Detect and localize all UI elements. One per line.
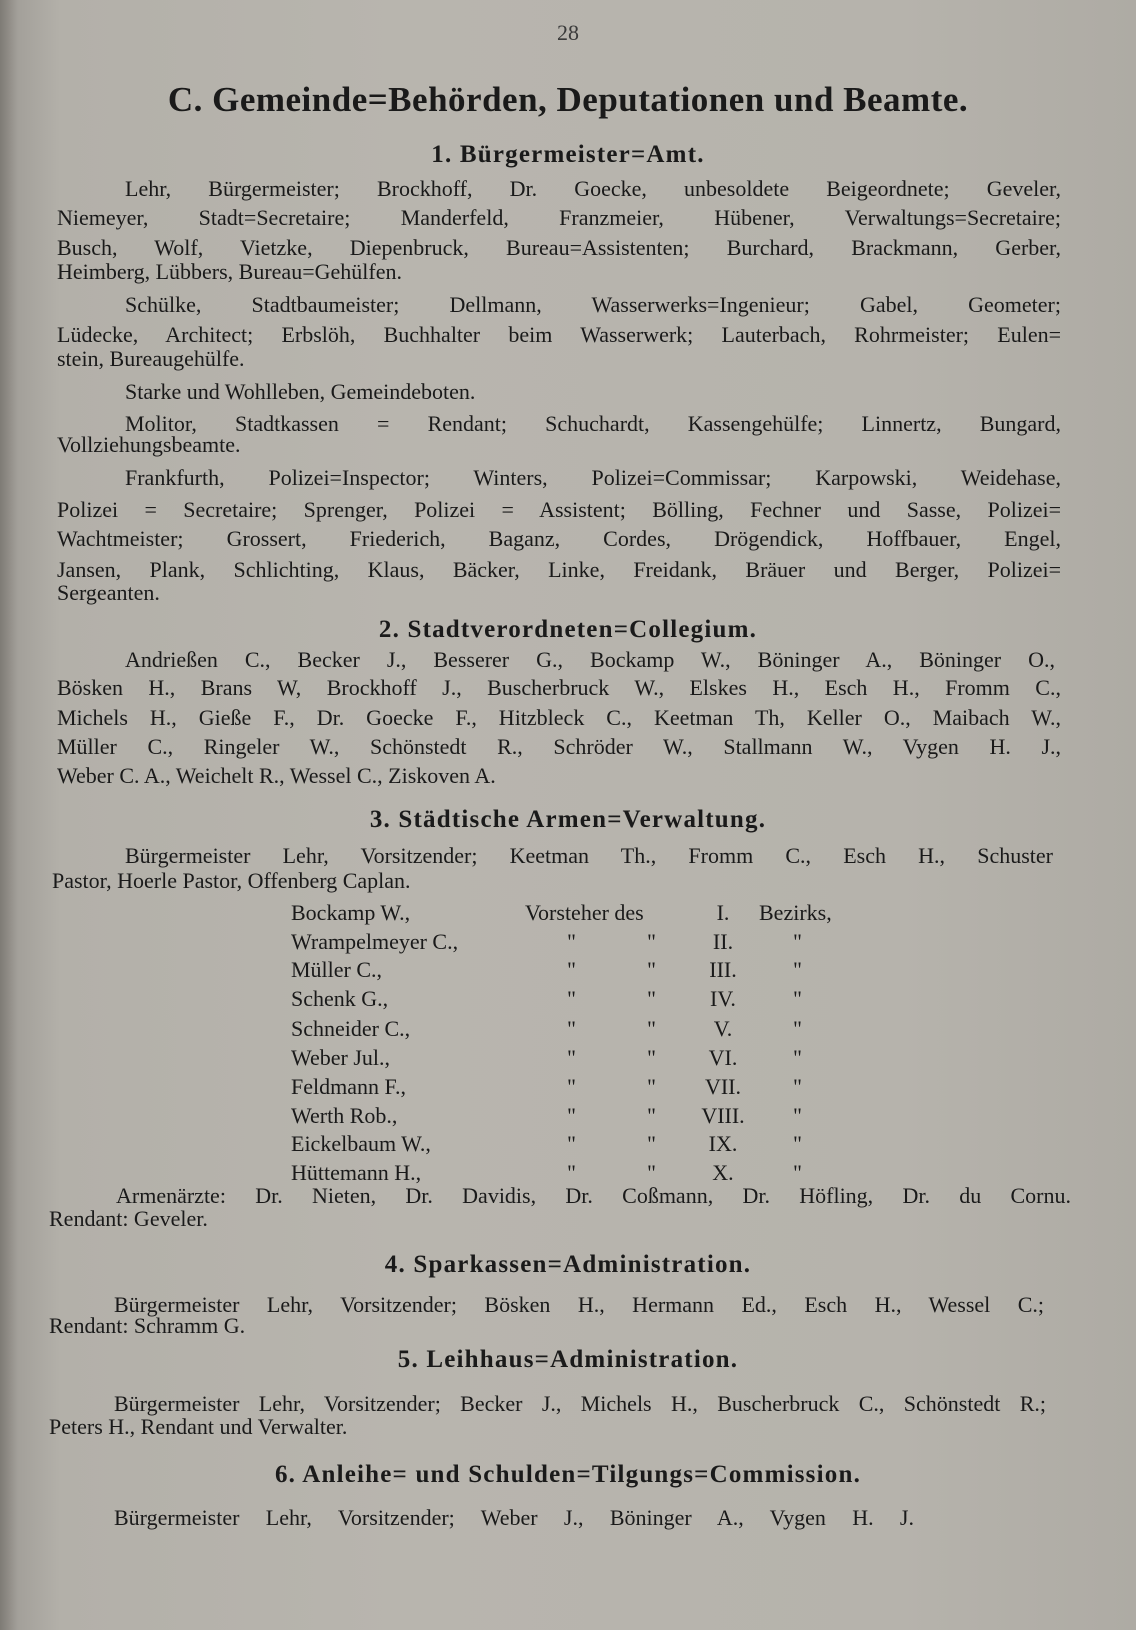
text-line: Pastor, Hoerle Pastor, Offenberg Caplan. [52,868,411,893]
district-number: VI. [708,1045,738,1070]
ditto-mark: " [567,1074,576,1099]
text-line: Frankfurth, Polizei=Inspector; Winters, Polizei=Commissar; Karpowski, Weidehase, [125,465,1061,490]
text-line: Molitor, Stadtkassen = Rendant; Schuchardt, Kassengehülfe; Linnertz, Bungard, [125,411,1061,436]
ditto-mark: " [793,1045,802,1070]
district-head-name: Schenk G., [291,986,389,1011]
ditto-mark: " [647,1074,656,1099]
district-head-name: Eickelbaum W., [291,1131,431,1156]
ditto-mark: " [793,986,802,1011]
district-suffix: Bezirks, [759,900,832,925]
ditto-mark: " [647,1045,656,1070]
section-heading: 2. Stadtverordneten=Collegium. [378,616,758,643]
ditto-mark: " [793,1160,802,1185]
ditto-mark: " [567,1131,576,1156]
text-line: Bürgermeister Lehr, Vorsitzender; Bösken H., Hermann Ed., Esch H., Wessel C.; [114,1292,1044,1317]
district-number: V. [713,1016,733,1041]
district-head-name: Müller C., [291,957,383,982]
ditto-mark: " [647,957,656,982]
section-heading: 1. Bürgermeister=Amt. [431,141,705,168]
ditto-mark: " [647,1131,656,1156]
ditto-mark: " [793,1103,802,1128]
district-row [0,956,1136,984]
ditto-mark: " [567,1103,576,1128]
district-head-name: Weber Jul., [291,1045,391,1070]
district-row [0,1073,1136,1101]
district-head-name: Wrampelmeyer C., [291,929,459,954]
district-number: IV. [710,986,736,1011]
page-number: 28 [557,20,579,45]
ditto-mark: " [793,1074,802,1099]
text-line: Starke und Wohlleben, Gemeindeboten. [125,379,476,404]
text-line: Bösken H., Brans W, Brockhoff J., Buscherbruck W., Elskes H., Esch H., Fromm C., [57,675,1061,700]
district-head-name: Hüttemann H., [291,1160,422,1185]
ditto-mark: " [793,957,802,982]
district-head-name: Bockamp W., [291,900,411,925]
district-number: I. [716,900,730,925]
text-line: stein, Bureaugehülfe. [57,346,245,371]
text-line: Heimberg, Lübbers, Bureau=Gehülfen. [57,259,402,284]
ditto-mark: " [567,986,576,1011]
district-role: Vorsteher des [525,900,644,925]
section-heading: 3. Städtische Armen=Verwaltung. [369,806,767,833]
district-head-name: Schneider C., [291,1016,411,1041]
district-number: VII. [704,1074,742,1099]
ditto-mark: " [793,1131,802,1156]
text-line: Weber C. A., Weichelt R., Wessel C., Ziskoven A. [57,763,496,788]
ditto-mark: " [793,1016,802,1041]
ditto-mark: " [793,929,802,954]
section-heading: 5. Leihhaus=Administration. [397,1346,739,1373]
district-row [0,1015,1136,1043]
text-line: Vollziehungsbeamte. [57,432,241,457]
text-line: Lüdecke, Architect; Erbslöh, Buchhalter beim Wasserwerk; Lauterbach, Rohrmeister; Eulen= [57,322,1061,347]
ditto-mark: " [647,1016,656,1041]
ditto-mark: " [647,986,656,1011]
ditto-mark: " [567,1160,576,1185]
district-number: III. [709,957,737,982]
text-line: Andrießen C., Becker J., Besserer G., Bockamp W., Böninger A., Böninger O., [125,647,1055,672]
district-number: X. [712,1160,734,1185]
text-line: Müller C., Ringeler W., Schönstedt R., Schröder W., Stallmann W., Vygen H. J., [57,734,1061,759]
section-heading: 4. Sparkassen=Administration. [384,1251,752,1278]
district-head-name: Feldmann F., [291,1074,406,1099]
district-row [0,899,1136,927]
text-line: Busch, Wolf, Vietzke, Diepenbruck, Bureau=Assistenten; Burchard, Brackmann, Gerber, [57,235,1061,260]
text-line: Armenärzte: Dr. Nieten, Dr. Davidis, Dr. Coßmann, Dr. Höfling, Dr. du Cornu. [116,1183,1071,1208]
text-line: Sergeanten. [57,580,160,605]
text-line: Rendant: Geveler. [49,1206,208,1231]
district-row [0,985,1136,1013]
ditto-mark: " [647,1160,656,1185]
section-heading: 6. Anleihe= und Schulden=Tilgungs=Commission. [274,1461,862,1488]
text-line: Peters H., Rendant und Verwalter. [49,1414,348,1439]
text-line: Bürgermeister Lehr, Vorsitzender; Becker J., Michels H., Buscherbruck C., Schönstedt R.; [114,1391,1046,1416]
district-number: II. [712,929,734,954]
text-line: Schülke, Stadtbaumeister; Dellmann, Wasserwerks=Ingenieur; Gabel, Geometer; [125,292,1061,317]
ditto-mark: " [567,929,576,954]
ditto-mark: " [567,957,576,982]
text-line: Lehr, Bürgermeister; Brockhoff, Dr. Goecke, unbesoldete Beigeordnete; Geveler, [125,176,1061,201]
ditto-mark: " [567,1016,576,1041]
district-row [0,1102,1136,1130]
district-row [0,1044,1136,1072]
district-head-name: Werth Rob., [291,1103,398,1128]
text-line: Wachtmeister; Grossert, Friederich, Baganz, Cordes, Drögendick, Hoffbauer, Engel, [57,526,1061,551]
ditto-mark: " [567,1045,576,1070]
text-line: Rendant: Schramm G. [49,1313,246,1338]
text-line: Bürgermeister Lehr, Vorsitzender; Weber J., Böninger A., Vygen H. J. [114,1505,914,1530]
district-row [0,928,1136,956]
ditto-mark: " [647,929,656,954]
text-line: Polizei = Secretaire; Sprenger, Polizei = Assistent; Bölling, Fechner und Sasse, Polizei= [57,497,1061,522]
page-title: C. Gemeinde=Behörden, Deputationen und Beamte. [167,80,969,119]
text-line: Bürgermeister Lehr, Vorsitzender; Keetman Th., Fromm C., Esch H., Schuster [125,843,1053,868]
text-line: Jansen, Plank, Schlichting, Klaus, Bäcker, Linke, Freidank, Bräuer und Berger, Polizei= [57,557,1061,582]
ditto-mark: " [647,1103,656,1128]
text-line: Niemeyer, Stadt=Secretaire; Manderfeld, Franzmeier, Hübener, Verwaltungs=Secretaire; [57,205,1061,230]
district-row [0,1130,1136,1158]
district-number: VIII. [701,1103,745,1128]
district-number: IX. [708,1131,738,1156]
text-line: Michels H., Gieße F., Dr. Goecke F., Hitzbleck C., Keetman Th, Keller O., Maibach W., [57,705,1061,730]
